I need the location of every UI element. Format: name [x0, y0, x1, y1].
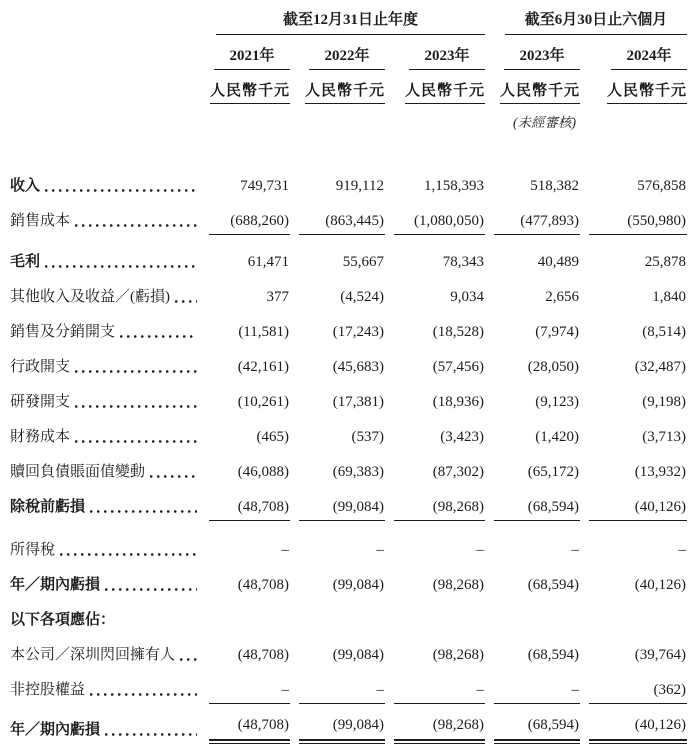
value-cell: 576,858: [637, 178, 687, 194]
value-cell: 919,112: [335, 178, 384, 194]
value-cell: (87,302): [432, 464, 485, 480]
period-group-row: [10, 8, 687, 35]
row-label: 研發開支: [10, 394, 71, 410]
value-cell: (477,893): [485, 200, 580, 235]
table-row: [10, 486, 687, 521]
value-cell: –: [476, 542, 485, 558]
value-cell: 25,878: [644, 254, 687, 270]
unit-label: 人民幣千元: [500, 79, 580, 104]
label-column-spacer: [10, 35, 200, 70]
value-cell: (99,084): [332, 647, 384, 663]
table-row: [10, 634, 687, 669]
value-cell: [385, 599, 485, 634]
row-label: 以下各項應佔：: [10, 612, 116, 628]
label-column-spacer: [10, 8, 200, 35]
value-cell: (42,161): [237, 359, 289, 375]
year-header-2023-interim: [485, 35, 580, 70]
value-cell: –: [290, 669, 385, 704]
table-row: [10, 599, 687, 634]
value-cell: 61,471: [247, 254, 289, 270]
year-label: 2022年: [309, 44, 385, 70]
value-cell: (10,261): [237, 394, 289, 410]
unit-header-row: [10, 70, 687, 104]
row-label: 銷售成本: [10, 213, 71, 229]
row-label: 贖回負債賬面值變動: [10, 464, 146, 480]
dot-leader: [105, 732, 197, 737]
value-cell: (17,381): [332, 394, 384, 410]
value-cell: (48,708): [237, 577, 289, 593]
table-row: [10, 346, 687, 381]
value-cell: (48,708): [237, 647, 289, 663]
value-cell: (13,932): [634, 464, 687, 480]
value-cell: 1,840: [652, 289, 687, 305]
row-label-cell: [10, 276, 200, 311]
value-cell: (68,594): [527, 577, 580, 593]
table-body: [10, 131, 687, 744]
row-label-cell: [10, 486, 200, 521]
dot-leader: [75, 369, 197, 374]
value-cell: (550,980): [580, 200, 687, 235]
row-label: 除稅前虧損: [10, 499, 86, 515]
row-label: 收入: [10, 178, 41, 194]
row-label: 財務成本: [10, 429, 71, 445]
dot-leader: [75, 223, 197, 228]
row-label-cell: [10, 381, 200, 416]
value-cell: (4,524): [340, 289, 384, 305]
row-label: 所得稅: [10, 542, 56, 558]
year-label: 2021年: [214, 44, 290, 70]
value-cell: (45,683): [332, 359, 384, 375]
unit-header: [385, 70, 485, 104]
value-cell: 377: [266, 289, 289, 305]
value-cell: (8,514): [642, 324, 687, 340]
unit-label: 人民幣千元: [405, 79, 485, 104]
unit-header: [580, 70, 687, 104]
value-cell: (57,456): [432, 359, 485, 375]
value-cell: (46,088): [237, 464, 289, 480]
unit-header: [200, 70, 290, 104]
value-cell: [485, 599, 580, 634]
row-label-cell: [10, 521, 200, 564]
period-group-interim: [485, 8, 687, 35]
year-header-2024-interim: [580, 35, 687, 70]
table-row: [10, 521, 687, 564]
value-cell: 518,382: [530, 178, 580, 194]
row-label-cell: [10, 564, 200, 599]
row-label-cell: [10, 599, 200, 634]
row-label-cell: [10, 451, 200, 486]
value-cell: (48,708): [200, 486, 290, 521]
value-cell: 78,343: [442, 254, 485, 270]
value-cell: 40,489: [537, 254, 580, 270]
value-cell: (68,594): [527, 647, 580, 663]
row-label-cell: [10, 131, 200, 200]
dot-leader: [120, 334, 197, 339]
value-cell: (28,050): [527, 359, 580, 375]
dot-leader: [75, 439, 197, 444]
value-cell: (69,383): [332, 464, 384, 480]
unit-label: 人民幣千元: [607, 79, 687, 104]
table-row: [10, 311, 687, 346]
table-row: [10, 451, 687, 486]
value-cell: (48,708): [200, 704, 290, 744]
year-header-row: [10, 35, 687, 70]
row-label-cell: [10, 634, 200, 669]
dot-leader: [90, 692, 197, 697]
value-cell: 749,731: [240, 178, 289, 194]
value-cell: –: [376, 542, 384, 558]
value-cell: (3,713): [642, 429, 687, 445]
row-label: 非控股權益: [10, 682, 86, 698]
value-cell: (362): [580, 669, 687, 704]
row-label: 行政開支: [10, 359, 71, 375]
table-row: [10, 381, 687, 416]
value-cell: (9,198): [642, 394, 687, 410]
row-label-cell: [10, 235, 200, 276]
dot-leader: [105, 587, 197, 592]
value-cell: (17,243): [332, 324, 384, 340]
value-cell: (68,594): [485, 486, 580, 521]
value-cell: (98,268): [432, 577, 485, 593]
unit-header: [290, 70, 385, 104]
period-group-annual: [200, 8, 485, 35]
unit-label: 人民幣千元: [305, 79, 385, 104]
period-group-annual-label: 截至12月31日止年度: [216, 8, 485, 35]
value-cell: (465): [256, 429, 289, 445]
value-cell: (99,084): [332, 577, 384, 593]
value-cell: (7,974): [535, 324, 580, 340]
row-label: 銷售及分銷開支: [10, 324, 116, 340]
unit-header: [485, 70, 580, 104]
value-cell: –: [281, 542, 289, 558]
label-column-spacer: [10, 70, 200, 104]
value-cell: (98,268): [432, 647, 485, 663]
year-label: 2023年: [504, 44, 580, 70]
row-label: 毛利: [10, 254, 41, 270]
value-cell: (65,172): [527, 464, 580, 480]
value-cell: –: [385, 669, 485, 704]
value-cell: (99,084): [290, 486, 385, 521]
value-cell: (40,126): [580, 704, 687, 744]
value-cell: (3,423): [440, 429, 485, 445]
value-cell: –: [200, 669, 290, 704]
dot-leader: [45, 188, 197, 193]
value-cell: (40,126): [580, 486, 687, 521]
dot-leader: [180, 657, 197, 662]
value-cell: (537): [351, 429, 384, 445]
value-cell: [580, 599, 687, 634]
row-label-cell: [10, 416, 200, 451]
year-header-2021: [200, 35, 290, 70]
value-cell: (18,936): [432, 394, 485, 410]
value-cell: (9,123): [535, 394, 580, 410]
table-row: [10, 276, 687, 311]
table-row: [10, 416, 687, 451]
unaudited-note: (未經審核): [513, 115, 577, 130]
row-label-cell: [10, 704, 200, 744]
dot-leader: [150, 474, 197, 479]
value-cell: –: [571, 542, 580, 558]
value-cell: –: [485, 669, 580, 704]
value-cell: 2,656: [545, 289, 580, 305]
value-cell: 9,034: [450, 289, 485, 305]
period-group-interim-label: 截至6月30日止六個月: [505, 8, 687, 35]
value-cell: [200, 599, 290, 634]
table-row: [10, 669, 687, 704]
table-row: [10, 704, 687, 744]
year-header-2023: [385, 35, 485, 70]
unaudited-note-row: [10, 104, 687, 131]
table-header: [10, 8, 687, 131]
row-label-cell: [10, 669, 200, 704]
row-label-cell: [10, 346, 200, 381]
row-label: 其他收入及收益／(虧損): [10, 289, 170, 305]
value-cell: [290, 599, 385, 634]
value-cell: (68,594): [485, 704, 580, 744]
row-label-cell: [10, 200, 200, 235]
table-row: [10, 235, 687, 276]
financial-summary-table: [10, 8, 687, 744]
value-cell: (98,268): [385, 704, 485, 744]
dot-leader: [60, 552, 197, 557]
dot-leader: [90, 509, 197, 514]
value-cell: (99,084): [290, 704, 385, 744]
row-label: 本公司／深圳閃回擁有人: [10, 647, 176, 663]
value-cell: (40,126): [634, 577, 687, 593]
value-cell: (32,487): [634, 359, 687, 375]
value-cell: (688,260): [200, 200, 290, 235]
value-cell: (18,528): [432, 324, 485, 340]
unit-label: 人民幣千元: [210, 79, 290, 104]
year-label: 2024年: [611, 44, 687, 70]
row-label-cell: [10, 311, 200, 346]
value-cell: (98,268): [385, 486, 485, 521]
value-cell: 55,667: [342, 254, 384, 270]
value-cell: (11,581): [238, 324, 289, 340]
dot-leader: [175, 299, 197, 304]
dot-leader: [75, 404, 197, 409]
label-column-spacer: [10, 104, 200, 131]
dot-leader: [45, 264, 197, 269]
table-row: [10, 564, 687, 599]
value-cell: (1,080,050): [385, 200, 485, 235]
value-cell: –: [678, 542, 687, 558]
value-cell: (39,764): [634, 647, 687, 663]
year-header-2022: [290, 35, 385, 70]
value-cell: 1,158,393: [424, 178, 485, 194]
table-row: [10, 200, 687, 235]
value-cell: (1,420): [535, 429, 580, 445]
row-label: 年／期內虧損: [10, 577, 101, 593]
row-label: 年／期內虧損: [10, 722, 101, 738]
year-label: 2023年: [409, 44, 485, 70]
table-row: [10, 131, 687, 200]
value-cell: (863,445): [290, 200, 385, 235]
